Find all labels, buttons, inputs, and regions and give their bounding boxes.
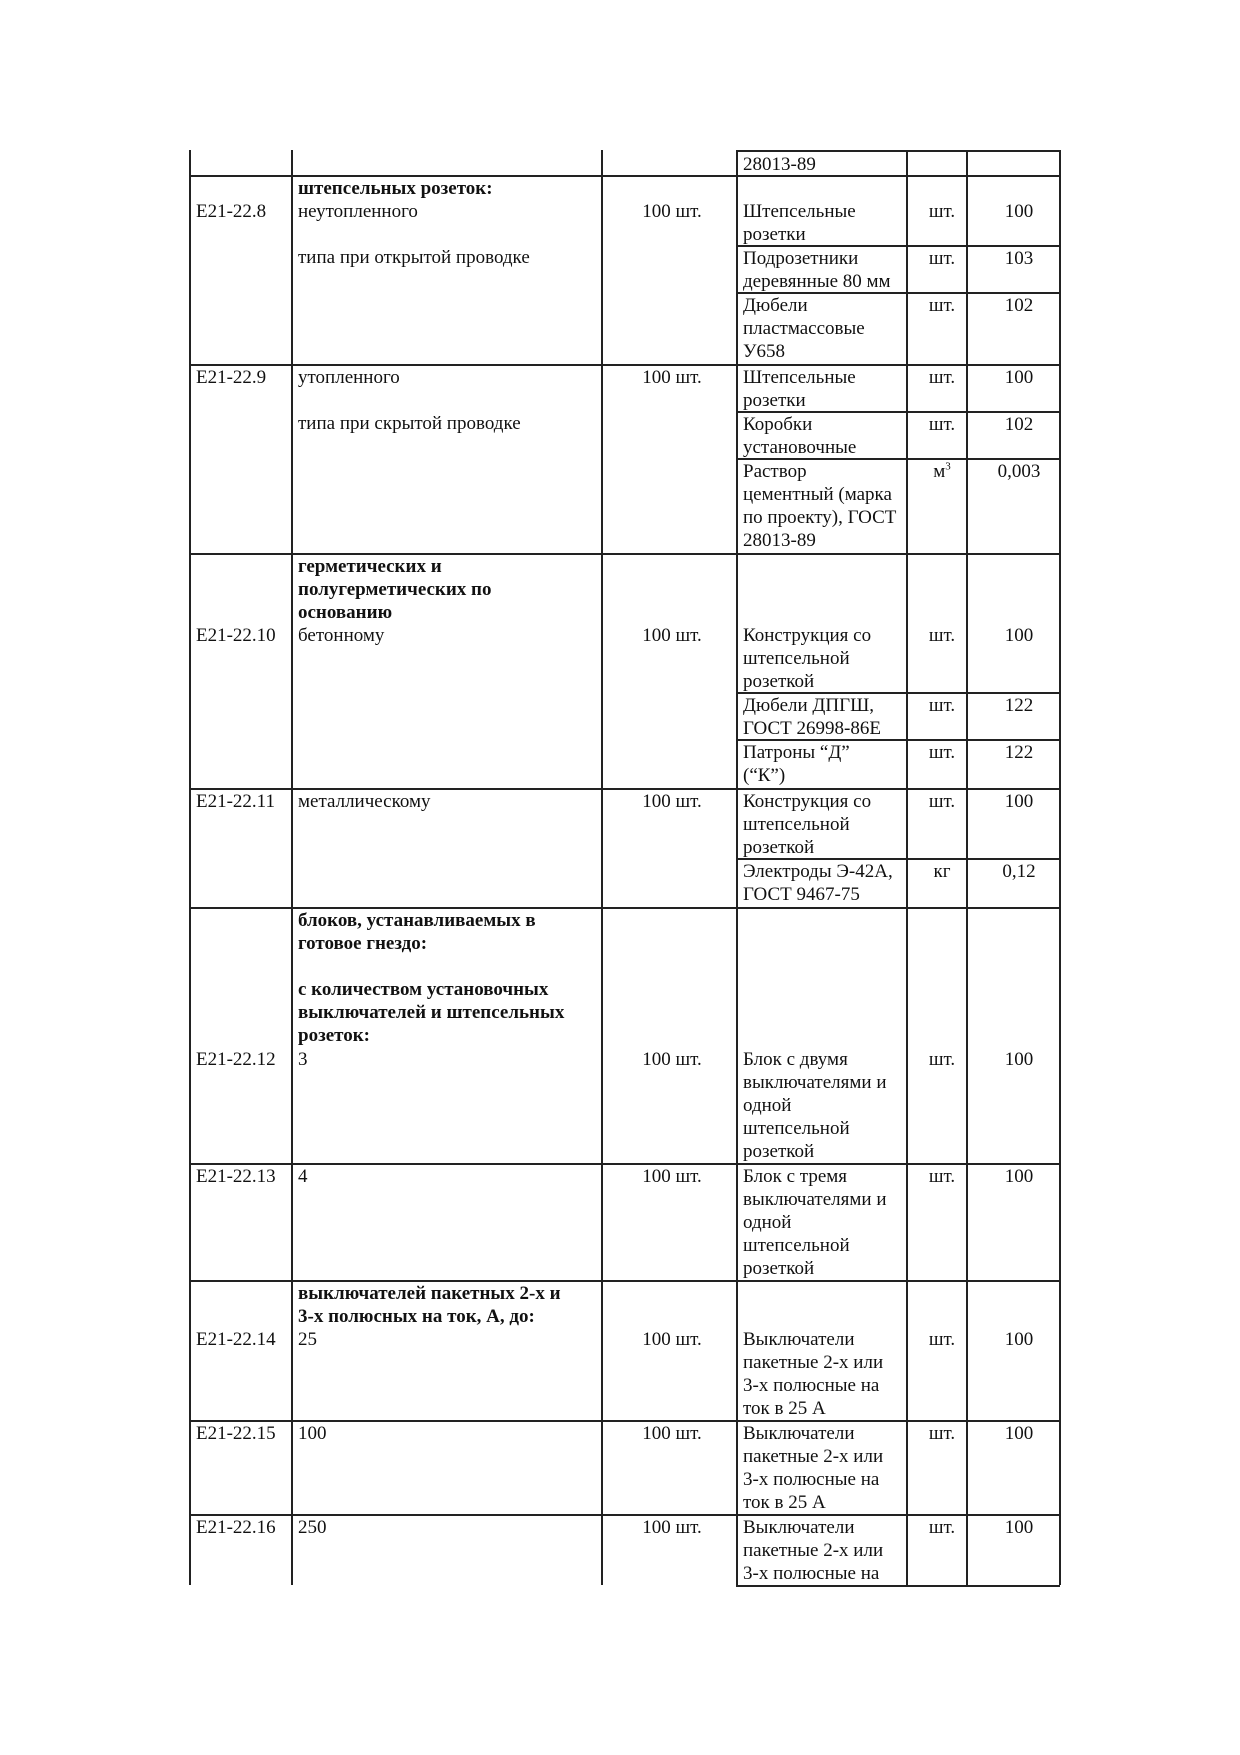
resource-measure: шт.	[928, 1517, 956, 1538]
norm-code: Е21-22.14	[196, 1329, 276, 1350]
resource-quantity: 122	[1004, 742, 1034, 763]
norm-code: Е21-22.13	[196, 1166, 276, 1187]
section-heading: выключателей пакетных 2-х и	[298, 1283, 561, 1304]
resource-name: Выключатели	[743, 1329, 855, 1350]
resource-name: Конструкция со	[743, 625, 872, 646]
resource-name: Раствор	[743, 461, 807, 482]
resource-quantity: 102	[1004, 414, 1034, 435]
resource-name: Конструкция со	[743, 791, 872, 812]
resource-measure: шт.	[928, 248, 956, 269]
resource-name: розетки	[743, 224, 806, 245]
resource-measure: шт.	[928, 1166, 956, 1187]
resource-quantity: 100	[1004, 791, 1034, 812]
resource-name: Электроды Э-42А,	[743, 861, 893, 882]
resource-quantity: 103	[1004, 248, 1034, 269]
resource-name: Штепсельные	[743, 367, 856, 388]
resource-measure: $м^3$	[933, 460, 951, 482]
resource-quantity: 100	[1004, 201, 1034, 222]
resource-quantity: 100	[1004, 1423, 1034, 1444]
resource-measure: шт.	[928, 201, 956, 222]
resource-name: розетки	[743, 390, 806, 411]
resource-name: ГОСТ 9467-75	[743, 884, 860, 905]
resource-measure: шт.	[928, 742, 956, 763]
work-description: типа при открытой проводке	[298, 247, 530, 268]
row-border	[736, 1585, 1060, 1587]
resource-measure: шт.	[928, 1049, 956, 1070]
work-description: 4	[298, 1166, 308, 1187]
resource-name: выключателями и	[743, 1072, 887, 1093]
norm-code: Е21-22.11	[196, 791, 275, 812]
norm-code: Е21-22.16	[196, 1517, 276, 1538]
work-description: металлическому	[298, 791, 431, 812]
resource-name: пакетные 2-х или	[743, 1540, 884, 1561]
resource-name: установочные	[743, 437, 857, 458]
resource-name: розеткой	[743, 1141, 815, 1162]
section-heading: готовое гнездо:	[298, 933, 428, 954]
norm-code: Е21-22.9	[196, 367, 267, 388]
section-heading: основанию	[298, 602, 393, 623]
section-heading: герметических и	[298, 556, 442, 577]
resource-name: штепсельной	[743, 648, 850, 669]
resource-name: 3-х полюсные на	[743, 1375, 880, 1396]
resource-measure: шт.	[928, 1423, 956, 1444]
measure-unit: 100 шт.	[642, 1166, 702, 1187]
norm-code: Е21-22.15	[196, 1423, 276, 1444]
resource-measure: кг	[933, 861, 951, 882]
norm-code: Е21-22.10	[196, 625, 276, 646]
resource-measure: шт.	[928, 295, 956, 316]
superscript: 3	[945, 460, 951, 473]
resource-quantity: 102	[1004, 295, 1034, 316]
resource-name: (“К”)	[743, 765, 786, 786]
resource-name: У658	[743, 341, 785, 362]
resource-name: розеткой	[743, 837, 815, 858]
section-heading: с количеством установочных	[298, 979, 549, 1000]
resource-name: Дюбели	[743, 295, 808, 316]
resource-name: ток в 25 А	[743, 1492, 826, 1513]
resource-quantity: 100	[1004, 625, 1034, 646]
resource-measure: шт.	[928, 367, 956, 388]
work-description: неутопленного	[298, 201, 418, 222]
resource-name: пластмассовые	[743, 318, 865, 339]
resource-name: деревянные 80 мм	[743, 271, 891, 292]
measure-unit: 100 шт.	[642, 791, 702, 812]
measure-unit: 100 шт.	[642, 1329, 702, 1350]
resource-name: Блок с двумя	[743, 1049, 848, 1070]
resource-name: 28013-89	[743, 154, 816, 175]
resource-quantity: 122	[1004, 695, 1034, 716]
resource-name: 28013-89	[743, 530, 816, 551]
resource-name: Блок с тремя	[743, 1166, 848, 1187]
resource-measure: шт.	[928, 695, 956, 716]
resource-name: одной	[743, 1212, 792, 1233]
resource-name: одной	[743, 1095, 792, 1116]
work-description: 250	[298, 1517, 327, 1538]
resource-measure: шт.	[928, 1329, 956, 1350]
work-description: утопленного	[298, 367, 400, 388]
resource-name: 3-х полюсные на	[743, 1469, 880, 1490]
resource-name: выключателями и	[743, 1189, 887, 1210]
row-border	[736, 150, 1060, 152]
measure-unit: 100 шт.	[642, 1049, 702, 1070]
resource-measure: шт.	[928, 625, 956, 646]
resource-name: Штепсельные	[743, 201, 856, 222]
resource-name: пакетные 2-х или	[743, 1352, 884, 1373]
work-description: бетонному	[298, 625, 385, 646]
section-heading: штепсельных розеток:	[298, 178, 493, 199]
section-heading: выключателей и штепсельных	[298, 1002, 565, 1023]
resource-name: ГОСТ 26998-86Е	[743, 718, 881, 739]
measure-unit: 100 шт.	[642, 367, 702, 388]
resource-name: Выключатели	[743, 1423, 855, 1444]
resource-name: штепсельной	[743, 1235, 850, 1256]
resource-name: пакетные 2-х или	[743, 1446, 884, 1467]
norm-code: Е21-22.12	[196, 1049, 276, 1070]
resource-quantity: 100	[1004, 1166, 1034, 1187]
resource-name: Коробки	[743, 414, 813, 435]
norm-code: Е21-22.8	[196, 201, 267, 222]
resource-quantity: 0,12	[1002, 861, 1036, 882]
measure-unit: 100 шт.	[642, 201, 702, 222]
work-description: 25	[298, 1329, 317, 1350]
measure-unit: 100 шт.	[642, 1517, 702, 1538]
resource-name: Патроны “Д”	[743, 742, 850, 763]
section-heading: блоков, устанавливаемых в	[298, 910, 536, 931]
resource-quantity: 0,003	[997, 461, 1041, 482]
resource-measure: шт.	[928, 791, 956, 812]
measure-unit: 100 шт.	[642, 625, 702, 646]
work-description: типа при скрытой проводке	[298, 413, 521, 434]
resource-quantity: 100	[1004, 1049, 1034, 1070]
resource-quantity: 100	[1004, 1329, 1034, 1350]
section-heading: розеток:	[298, 1025, 370, 1046]
resource-name: ток в 25 А	[743, 1398, 826, 1419]
work-description: 100	[298, 1423, 327, 1444]
resource-quantity: 100	[1004, 367, 1034, 388]
section-heading: полугерметических по	[298, 579, 492, 600]
resource-name: Подрозетники	[743, 248, 859, 269]
resource-name: по проекту), ГОСТ	[743, 507, 897, 528]
work-description: 3	[298, 1049, 308, 1070]
resource-name: Дюбели ДПГШ,	[743, 695, 874, 716]
measure-unit: 100 шт.	[642, 1423, 702, 1444]
resource-name: цементный (марка	[743, 484, 892, 505]
resource-name: штепсельной	[743, 814, 850, 835]
resource-name: розеткой	[743, 1258, 815, 1279]
resource-name: штепсельной	[743, 1118, 850, 1139]
resource-measure: шт.	[928, 414, 956, 435]
resource-name: розеткой	[743, 671, 815, 692]
resource-name: Выключатели	[743, 1517, 855, 1538]
section-heading: 3-х полюсных на ток, А, до:	[298, 1306, 535, 1327]
resource-name: 3-х полюсные на	[743, 1563, 880, 1584]
resource-quantity: 100	[1004, 1517, 1034, 1538]
